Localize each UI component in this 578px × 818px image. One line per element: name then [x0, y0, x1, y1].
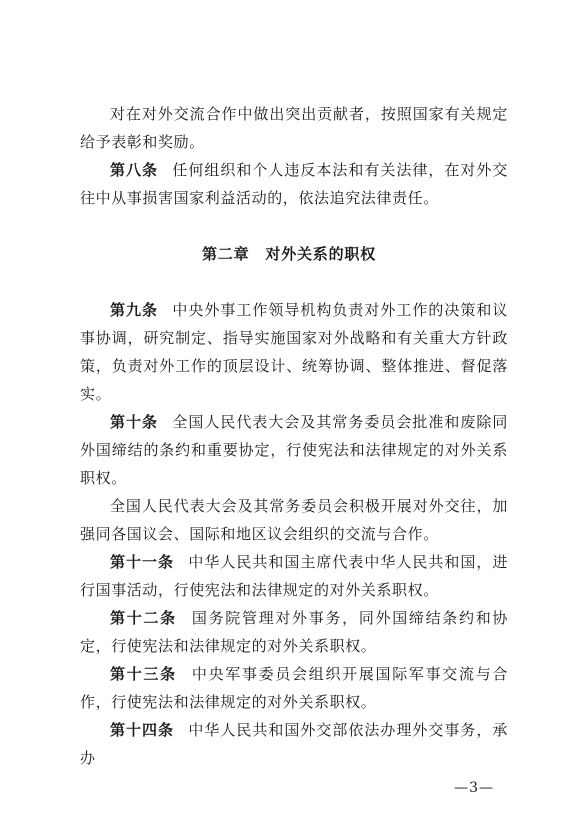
chapter-name: 对外关系的职权: [265, 245, 376, 263]
article-9: [80, 296, 508, 408]
article-13: [80, 660, 508, 716]
article-13-heading: 第十三条: [110, 665, 177, 683]
paragraph-continuation: 对在对外交流合作中做出突出贡献者，按照国家有关规定给予表彰和奖励。: [80, 105, 508, 151]
article-11: [80, 548, 508, 604]
article-13-body: 中央军事委员会组织开展国际军事交流与合作，行使宪法和法律规定的对外关系职权。: [80, 665, 508, 711]
article-12-body: 国务院管理对外事务，同外国缔结条约和协定，行使宪法和法律规定的对外关系职权。: [80, 609, 508, 655]
article-9-body: 中央外事工作领导机构负责对外工作的决策和议事协调，研究制定、指导实施国家对外战略和有关重大方针政策，负责对外工作的顶层设计、统筹协调、整体推进、督促落实。: [80, 301, 508, 403]
article-9-heading: 第九条: [110, 301, 158, 319]
article-11-body: 中华人民共和国主席代表中华人民共和国，进行国事活动，行使宪法和法律规定的对外关系职权。: [80, 553, 508, 599]
chapter-title: [0, 243, 578, 264]
article-12-heading: 第十二条: [110, 609, 177, 627]
article-12: [80, 604, 508, 660]
top-section: [80, 100, 508, 212]
articles-section: [80, 296, 508, 772]
article-8-heading: 第八条: [110, 161, 158, 179]
article-8: [80, 156, 508, 212]
article-10-heading: 第十条: [110, 413, 158, 431]
chapter-number: 第二章: [201, 245, 250, 263]
page-number: —3—: [454, 780, 494, 796]
article-11-heading: 第十一条: [110, 553, 174, 571]
article-14-heading: 第十四条: [110, 721, 174, 739]
article-10: [80, 408, 508, 492]
article-14: [80, 716, 508, 772]
article-10-body: 全国人民代表大会及其常务委员会批准和废除同外国缔结的条约和重要协定，行使宪法和法律规定的对外关系职权。: [80, 413, 508, 487]
article-14-body: 中华人民共和国外交部依法办理外交事务，承办: [80, 721, 508, 767]
article-10-paragraph-2: 全国人民代表大会及其常务委员会积极开展对外交往，加强同各国议会、国际和地区议会组织的交流与合作。: [80, 497, 508, 543]
article-8-body: 任何组织和个人违反本法和有关法律，在对外交往中从事损害国家利益活动的，依法追究法律责任。: [80, 161, 508, 207]
